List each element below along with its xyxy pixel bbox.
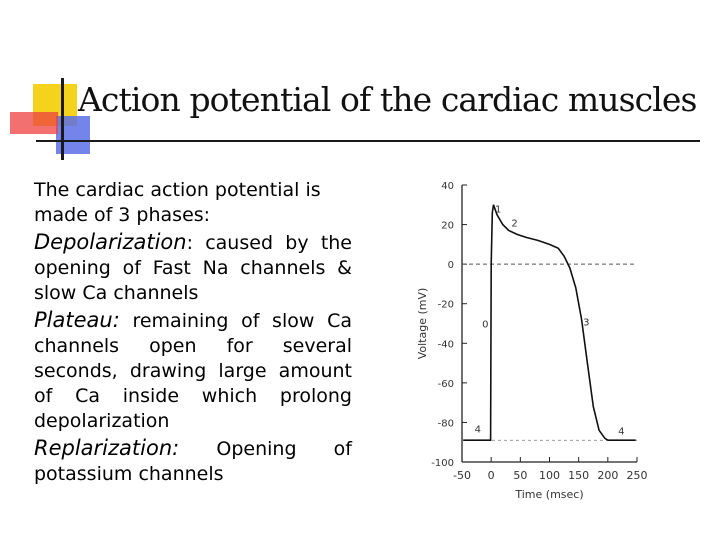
- y-axis-label: Voltage (mV): [416, 287, 429, 360]
- y-tick-label: -100: [431, 458, 454, 469]
- y-tick-label: 0: [447, 260, 454, 272]
- y-tick-label: -80: [437, 418, 454, 430]
- x-tick-label: -50: [453, 469, 471, 482]
- phase-term: Replarization:: [34, 436, 180, 460]
- slide-title: Action potential of the cardiac muscles: [78, 80, 697, 119]
- phase-label: 3: [583, 317, 590, 329]
- phase-label: 4: [618, 426, 625, 438]
- y-tick-label: -60: [437, 378, 454, 390]
- phase-separator: :: [186, 232, 193, 254]
- phase-plateau: [34, 308, 352, 434]
- phase-description: Opening of potassium channels: [34, 438, 352, 485]
- phase-label: 1: [494, 204, 502, 216]
- phase-depolarization: [34, 230, 352, 306]
- x-axis-label: Time (msec): [515, 488, 584, 501]
- title-decoration-red-bar: [10, 112, 58, 134]
- title-underline: [36, 140, 700, 142]
- x-tick-label: 0: [487, 469, 495, 482]
- x-tick-label: 50: [513, 469, 528, 482]
- slide-body: [34, 178, 352, 489]
- intro-text: The cardiac action potential is made of 3 phases:: [34, 179, 321, 226]
- phase-description: remaining of slow Ca channels open for several seconds, drawing large amount of Ca inside which prolong depolarization: [34, 310, 352, 432]
- x-tick-label: 150: [568, 469, 590, 482]
- y-tick-label: 40: [441, 181, 454, 192]
- phase-label: 4: [474, 424, 481, 436]
- phase-label: 2: [511, 218, 518, 230]
- phase-term: Depolarization: [34, 230, 187, 254]
- action-potential-chart: [400, 170, 660, 510]
- x-tick-label: 200: [597, 469, 619, 482]
- phase-label: 0: [482, 319, 489, 331]
- y-tick-label: 20: [441, 220, 454, 232]
- x-tick-label: 250: [626, 469, 648, 482]
- phase-term: Plateau:: [34, 308, 120, 332]
- phase-repolarization: [34, 436, 352, 487]
- phase-description: caused by the opening of Fast Na channels & slow Ca channels: [34, 232, 352, 304]
- y-tick-label: -40: [437, 339, 454, 351]
- title-decoration-vertical-line: [61, 78, 64, 160]
- x-tick-label: 100: [539, 469, 560, 482]
- action-potential-curve: [463, 205, 636, 440]
- y-tick-label: -20: [437, 299, 454, 311]
